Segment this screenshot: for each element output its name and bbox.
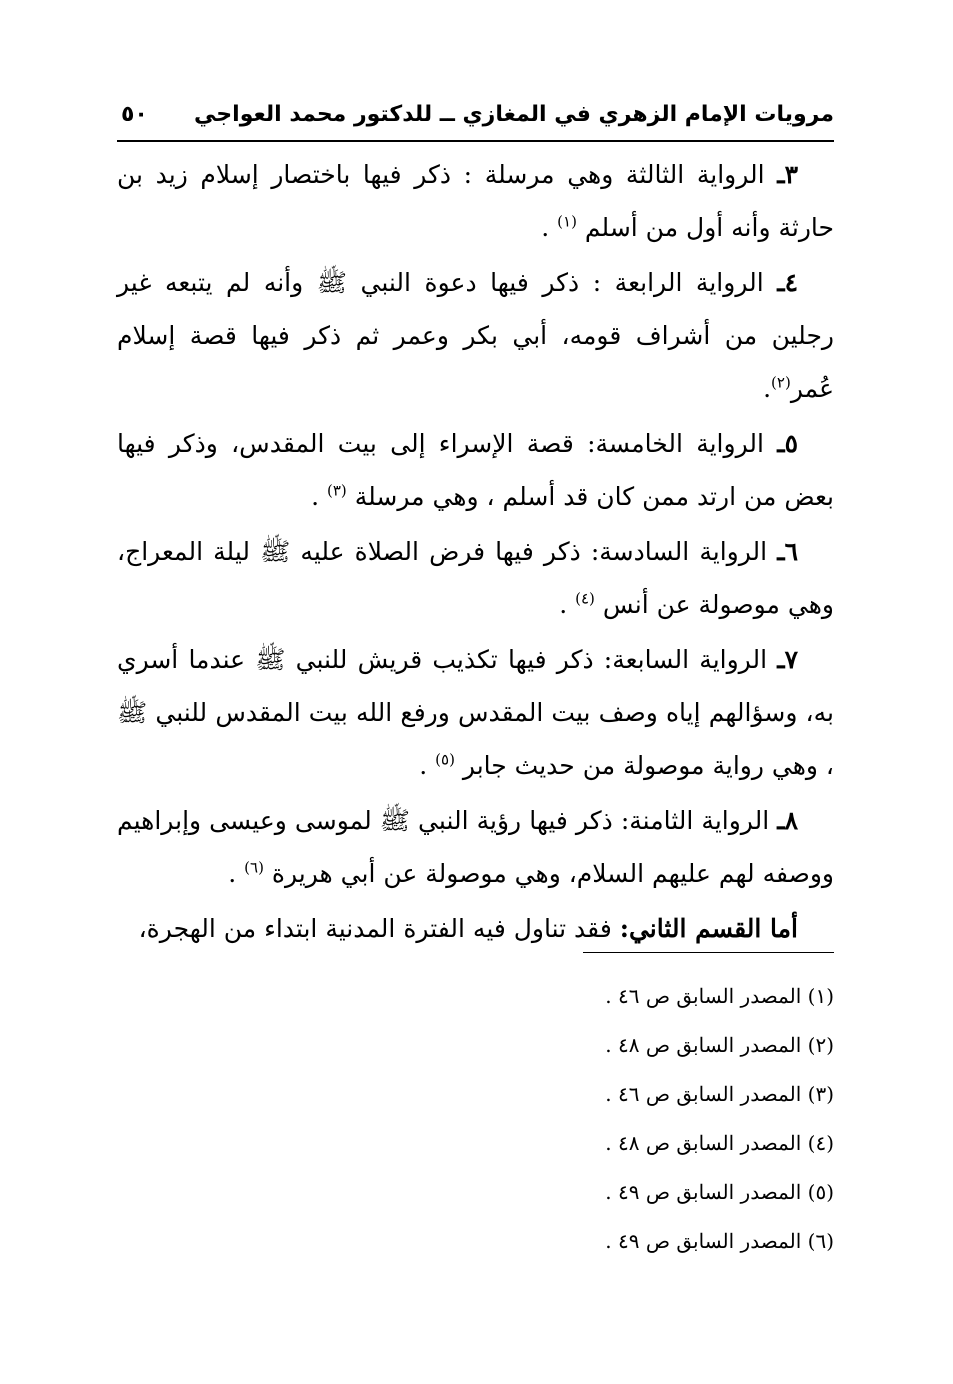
paragraph-5 [117, 417, 834, 523]
paragraph-4 [117, 256, 834, 415]
paragraph-tail: . [419, 751, 436, 780]
footnote-ref: (٢) [771, 373, 791, 392]
paragraph-tail: . [228, 859, 245, 888]
footnote-3: (٣) المصدر السابق ص ٤٦ . [605, 1082, 834, 1106]
section-lead: أما القسم الثاني: [619, 914, 798, 943]
item-number: ٦ـ [777, 537, 798, 566]
footnote-separator [583, 952, 834, 953]
paragraph-text: الرواية الرابعة : ذكر فيها دعوة النبي ﷺ وأنه لم يتبعه غير رجلين من أشراف قومه، أبي بكر وعمر ثم ذكر فيها قصة إسلام عُمر [117, 268, 834, 403]
paragraph-text: الرواية الثامنة: ذكر فيها رؤية النبي ﷺ لموسى وعيسى وإبراهيم ووصفه لهم عليهم السلام، وهي موصولة عن أبي هريرة [117, 806, 834, 888]
paragraph-7 [117, 633, 834, 792]
main-text [117, 148, 834, 957]
paragraph-3 [117, 148, 834, 254]
closing-text: فقد تناول فيه الفترة المدنية ابتداء من الهجرة، [138, 914, 620, 943]
paragraph-text: الرواية السادسة: ذكر فيها فرض الصلاة عليه ﷺ ليلة المعراج، وهي موصولة عن أنس [117, 537, 834, 619]
item-number: ٧ـ [777, 645, 798, 674]
paragraph-text: الرواية الثالثة وهي مرسلة : ذكر فيها باختصار إسلام زيد بن حارثة وأنه أول من أسلم [117, 160, 834, 242]
paragraph-6 [117, 525, 834, 631]
footnote-ref: (١) [557, 212, 577, 231]
footnotes [117, 972, 834, 1266]
footnote-ref: (٣) [326, 481, 347, 500]
item-number: ٨ـ [777, 806, 798, 835]
item-number: ٣ـ [777, 160, 798, 189]
paragraph-tail: . [559, 590, 576, 619]
footnote-ref: (٤) [575, 589, 595, 608]
footnote-4: (٤) المصدر السابق ص ٤٨ . [605, 1131, 834, 1155]
header-title: مرويات الإمام الزهري في المغازي ــ للدكتور محمد العواجي [194, 102, 834, 127]
paragraph-text: الرواية السابعة: ذكر فيها تكذيب قريش للنبي ﷺ عندما أسري به، وسؤالهم إياه وصف بيت المقدس ورفع الله بيت المقدس للنبي ﷺ ، وهي رواية موصولة من حديث جابر [117, 645, 834, 780]
running-header [117, 100, 834, 142]
footnote-1: (١) المصدر السابق ص ٤٦ . [605, 984, 834, 1008]
paragraph-text: الرواية الخامسة: قصة الإسراء إلى بيت المقدس، وذكر فيها بعض من ارتد ممن كان قد أسلم ، وهي مرسلة [117, 429, 834, 511]
footnote-2: (٢) المصدر السابق ص ٤٨ . [605, 1033, 834, 1057]
paragraph-tail: . [311, 482, 327, 511]
paragraph-tail: . [763, 374, 772, 403]
page-number: ٥٠ [121, 102, 148, 127]
footnote-5: (٥) المصدر السابق ص ٤٩ . [605, 1180, 834, 1204]
paragraph-8 [117, 794, 834, 900]
footnote-ref: (٦) [244, 858, 264, 877]
footnote-6: (٦) المصدر السابق ص ٤٩ . [605, 1229, 834, 1253]
closing-paragraph [117, 902, 834, 955]
footnote-ref: (٥) [435, 750, 455, 769]
item-number: ٤ـ [777, 268, 798, 297]
paragraph-tail: . [541, 213, 558, 242]
item-number: ٥ـ [777, 429, 798, 458]
